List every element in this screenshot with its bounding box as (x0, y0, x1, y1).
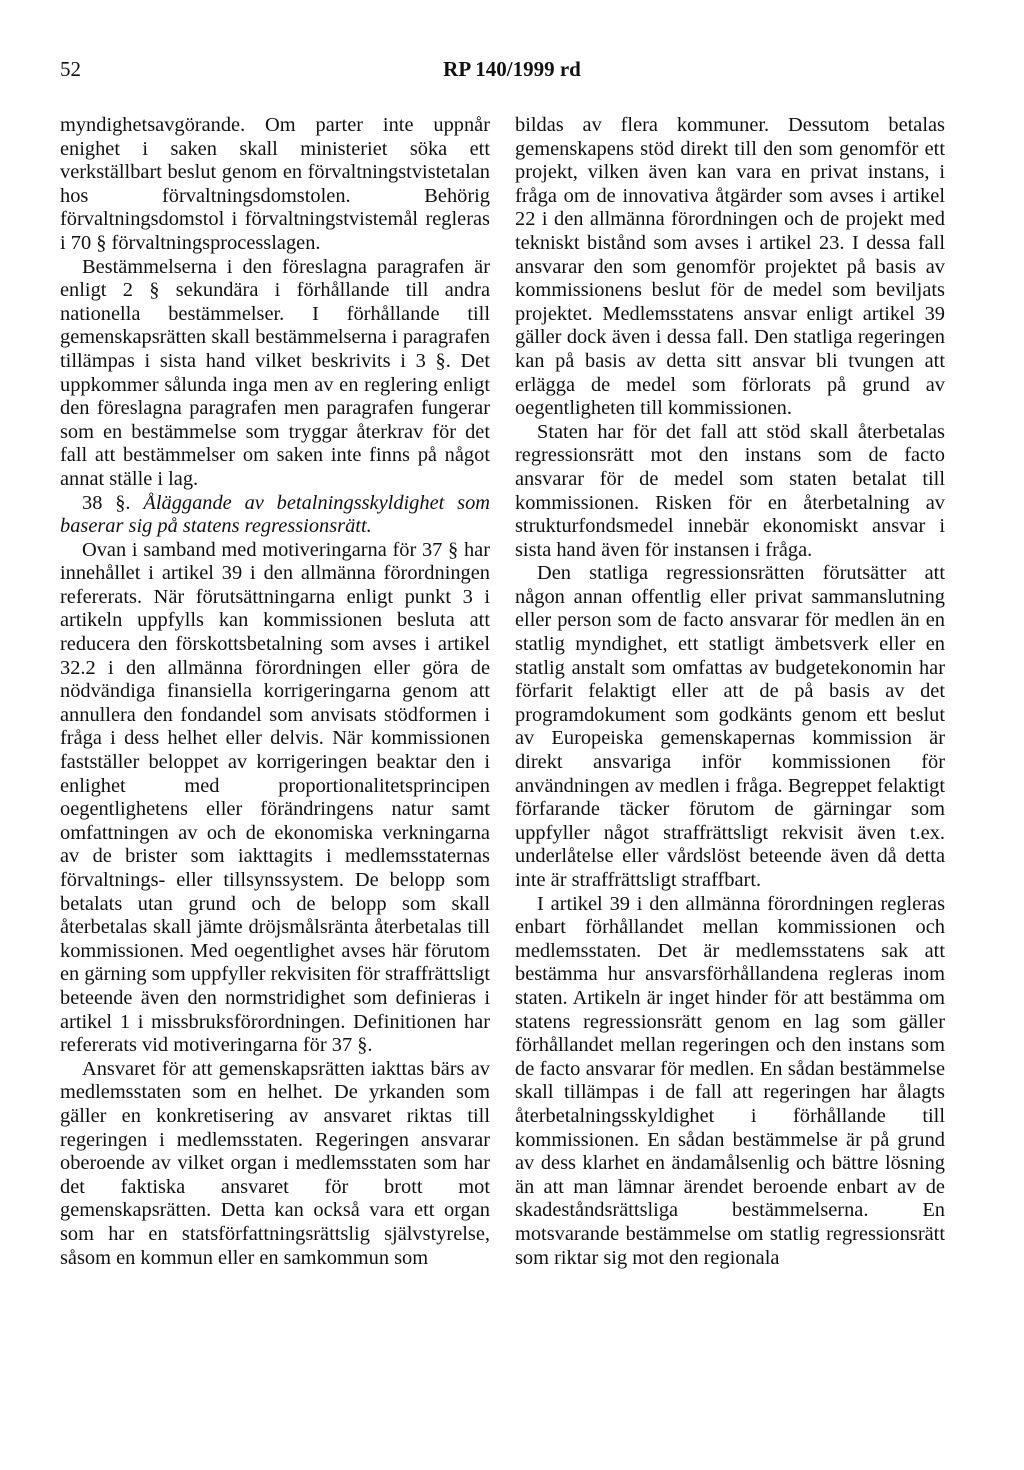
page-number: 52 (60, 57, 81, 81)
left-column (60, 114, 490, 1270)
paragraph: Ovan i samband med motiveringarna för 37 § har innehållet i artikel 39 i den allmänna förordningen refererats. När förutsättningarna enligt punkt 3 i artikeln uppfylls kan kommissionen besluta att reducera den förskottsbetalning som avses i artikel 32.2 i den allmänna förordningen eller göra de nödvändiga finansiella korrigeringarna genom att annullera den fondandel som anvisats stödformen i fråga i dess helhet eller delvis. När kommissionen fastställer beloppet av korrigeringen beaktar den i enlighet med proportionalitetsprincipen oegentlighetens eller förändringens natur samt omfattningen av och de ekonomiska verkningarna av de brister som iakttagits i medlemsstaternas förvaltnings- eller tillsynssystem. De belopp som betalats utan grund och de belopp som skall återbetalas skall jämte dröjsmålsränta återbetalas till kommissionen. Med oegentlighet avses här förutom en gärning som uppfyller rekvisiten för straffrättsligt beteende även den normstridighet som definieras i artikel 1 i missbruksförordningen. Definitionen har refererats vid motiveringarna för 37 §. (60, 538, 490, 1057)
paragraph: I artikel 39 i den allmänna förordningen regleras enbart förhållandet mellan kommissionen och medlemsstaten. Det är medlemsstatens sak att bestämma hur ansvarsförhållandena regleras inom staten. Artikeln är inget hinder för att bestämma om statens regressionsrätt genom en lag som gäller förhållandet mellan regeringen och den instans som de facto ansvarar för medlen. En sådan bestämmelse skall tillämpas i de fall att regeringen har ålagts återbetalningsskyldighet i förhållande till kommissionen. En sådan bestämmelse är på grund av dess klarhet en ändamålsenlig och bättre lösning än att man lämnar ärendet beroende enbart av de skadeståndsrättsliga bestämmelserna. En motsvarande bestämmelse om statlig regressionsrätt som riktar sig mot den regionala (515, 892, 945, 1269)
paragraph: Bestämmelserna i den föreslagna paragrafen är enligt 2 § sekundära i förhållande till andra nationella bestämmelser. I förhållande till gemenskapsrätten skall bestämmelserna i paragrafen tillämpas i sista hand vilket beskrivits i 3 §. Det uppkommer sålunda inga men av en reglering enligt den föreslagna paragrafen men paragrafen fungerar som en bestämmelse som tryggar återkrav för det fall att bestämmelser om saken inte finns på något annat ställe i lag. (60, 255, 490, 490)
right-column (515, 114, 945, 1270)
paragraph: myndighetsavgörande. Om parter inte uppnår enighet i saken skall ministeriet söka ett verkställbart beslut genom en förvaltningstvistetalan hos förvaltningsdomstolen. Behörig förvaltningsdomstol i förvaltningstvistemål regleras i 70 § förvaltningsprocesslagen. (60, 114, 490, 254)
section-number: 38 §. (82, 491, 131, 514)
paragraph: Staten har för det fall att stöd skall återbetalas regressionsrätt mot den instans som de facto ansvarar för de medel som staten betalat till kommissionen. Risken för en återbetalning av strukturfondsmedel innebär ekonomiskt ansvar i sista hand även för instansen i fråga. (515, 420, 945, 561)
running-head: RP 140/1999 rd (443, 57, 581, 81)
section-heading (60, 492, 490, 539)
section-title: Åläggande av betalningsskyldighet som baserar sig på statens regressionsrätt. (60, 491, 490, 538)
paragraph: bildas av flera kommuner. Dessutom betalas gemenskapens stöd direkt till den som genomför ett projekt, vilken även kan vara en privat instans, i fråga om de innovativa åtgärder som avses i artikel 22 i den allmänna förordningen och de projekt med tekniskt bistånd som avses i artikel 23. I dessa fall ansvarar den som genomför projektet på basis av kommissionens beslut för de medel som beviljats projektet. Medlemsstatens ansvar enligt artikel 39 gäller dock även i dessa fall. Den statliga regeringen kan på basis av detta sitt ansvar bli tvungen att erlägga de medel som förlorats på grund av oegentligheten till kommissionen. (515, 114, 945, 420)
paragraph: Ansvaret för att gemenskapsrätten iakttas bärs av medlemsstaten som en helhet. De yrkanden som gäller en konkretisering av ansvaret riktas till regeringen i medlemsstaten. Regeringen ansvarar oberoende av vilket organ i medlemsstaten som har det faktiska ansvaret för brott mot gemenskapsrätten. Detta kan också vara ett organ som har en statsförfattningsrättslig självstyrelse, såsom en kommun eller en samkommun som (60, 1057, 490, 1269)
paragraph: Den statliga regressionsrätten förutsätter att någon annan offentlig eller privat sammanslutning eller person som de facto ansvarar för medlen än en statlig myndighet, ett statligt ämbetsverk eller en statlig anstalt som omfattas av budgetekonomin har förfarit felaktigt eller att de på basis av det programdokument som godkänts genom ett beslut av Europeiska gemenskapernas kommission är direkt ansvariga inför kommissionen för användningen av medlen i fråga. Begreppet felaktigt förfarande täcker förutom de gärningar som uppfyller något straffrättsligt rekvisit även t.ex. underlåtelse eller vårdslöst beteende även då detta inte är straffrättsligt straffbart. (515, 562, 945, 891)
